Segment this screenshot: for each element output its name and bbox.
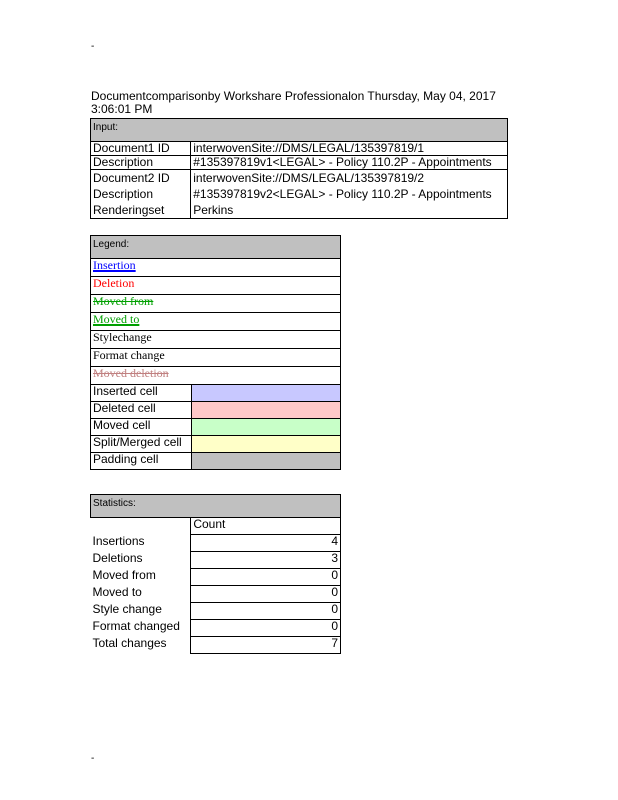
legend-swatch-padding bbox=[191, 453, 340, 470]
legend-insertion: Insertion bbox=[93, 258, 136, 272]
input-title: Input: bbox=[91, 119, 508, 142]
statistics-table bbox=[90, 494, 341, 654]
stat-label: Style change bbox=[91, 603, 191, 620]
legend-moved-from: Moved from bbox=[93, 294, 154, 308]
legend-swatch-moved bbox=[191, 419, 340, 436]
legend-table bbox=[90, 235, 341, 470]
legend-swatch-deleted bbox=[191, 402, 340, 419]
stat-value: 0 bbox=[191, 569, 341, 586]
input-value: interwovenSite://DMS/LEGAL/135397819/2 bbox=[193, 171, 425, 185]
legend-title: Legend: bbox=[91, 236, 341, 259]
input-value: interwovenSite://DMS/LEGAL/135397819/1 bbox=[191, 142, 508, 156]
stat-value: 7 bbox=[191, 637, 341, 654]
legend-cell-label: Padding cell bbox=[91, 453, 192, 470]
stat-label: Moved from bbox=[91, 569, 191, 586]
input-label: Description bbox=[91, 156, 191, 170]
page-mark-bottom: - bbox=[91, 753, 95, 764]
input-value: #135397819v2<LEGAL> - Policy 110.2P - Appointments bbox=[193, 187, 492, 201]
stat-label: Total changes bbox=[91, 637, 191, 654]
legend-moved-to: Moved to bbox=[93, 312, 140, 326]
legend-cell-label: Deleted cell bbox=[91, 402, 192, 419]
input-label: Renderingset bbox=[93, 203, 165, 217]
stat-label: Format changed bbox=[91, 620, 191, 637]
input-table bbox=[90, 118, 508, 219]
input-label: Description bbox=[93, 187, 154, 201]
input-value: Perkins bbox=[193, 203, 234, 217]
legend-moved-deletion: Moved deletion bbox=[93, 366, 169, 380]
input-label: Document2 ID bbox=[93, 171, 170, 185]
legend-swatch-inserted bbox=[191, 385, 340, 402]
count-header: Count bbox=[191, 518, 341, 535]
legend-swatch-split-merged bbox=[191, 436, 340, 453]
stat-value: 0 bbox=[191, 586, 341, 603]
stat-label: Moved to bbox=[91, 586, 191, 603]
stat-value: 3 bbox=[191, 552, 341, 569]
header-line-1: Documentcomparisonby Workshare Professionalon Thursday, May 04, 2017 bbox=[91, 89, 496, 103]
stat-label: Deletions bbox=[91, 552, 191, 569]
legend-cell-label: Moved cell bbox=[91, 419, 192, 436]
statistics-title: Statistics: bbox=[91, 495, 341, 518]
stat-value: 4 bbox=[191, 535, 341, 552]
comparison-header bbox=[91, 90, 521, 116]
input-value: #135397819v1<LEGAL> - Policy 110.2P - Appointments bbox=[191, 156, 508, 170]
legend-format-change: Format change bbox=[93, 348, 165, 362]
legend-cell-label: Split/Merged cell bbox=[91, 436, 192, 453]
legend-deletion: Deletion bbox=[93, 276, 135, 290]
legend-style-change: Stylechange bbox=[93, 330, 152, 344]
stat-value: 0 bbox=[191, 603, 341, 620]
input-label: Document1 ID bbox=[91, 142, 191, 156]
page-mark-top: - bbox=[91, 41, 95, 52]
header-line-2: 3:06:01 PM bbox=[91, 102, 153, 116]
stat-label: Insertions bbox=[91, 535, 191, 552]
input-label-group bbox=[91, 170, 191, 219]
input-value-group bbox=[191, 170, 508, 219]
stat-value: 0 bbox=[191, 620, 341, 637]
legend-cell-label: Inserted cell bbox=[91, 385, 192, 402]
